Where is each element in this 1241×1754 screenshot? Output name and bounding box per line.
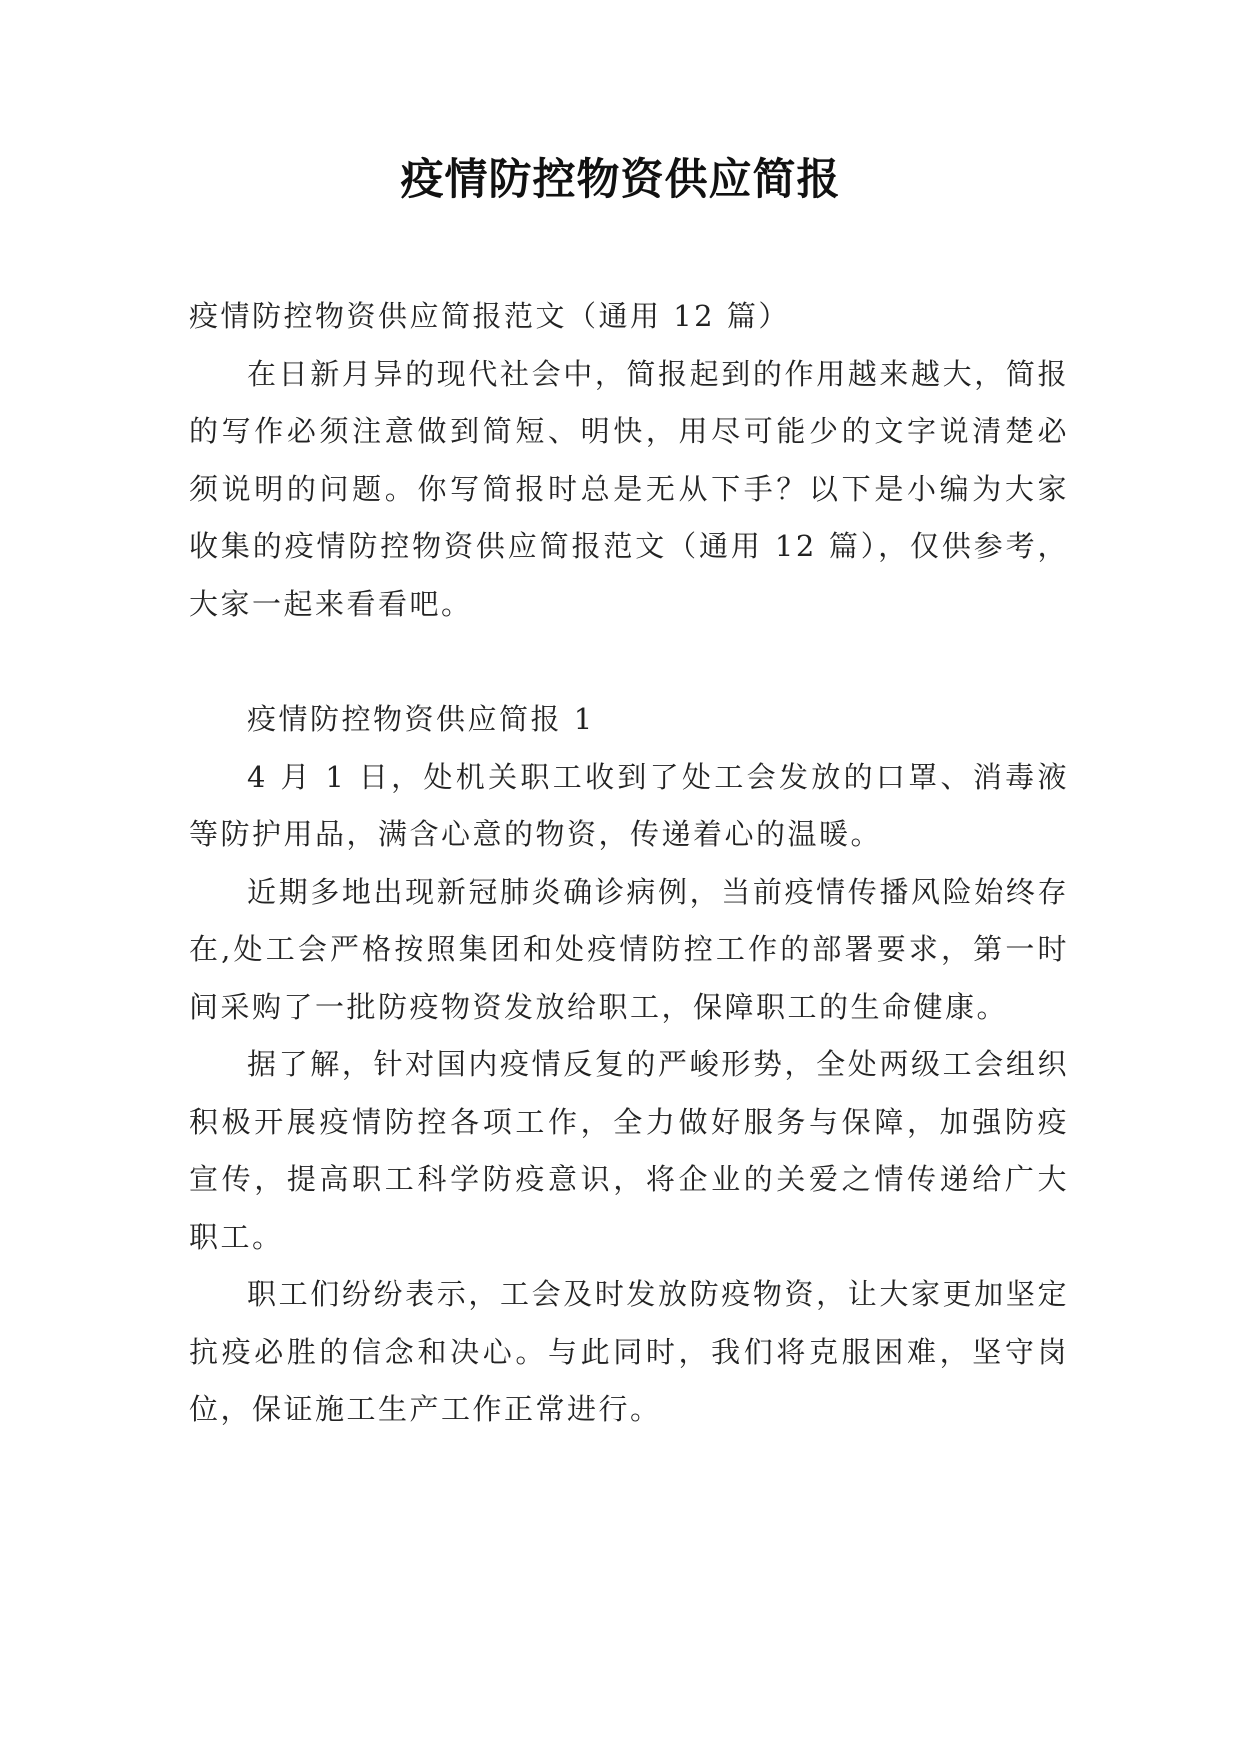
section-heading: 疫情防控物资供应简报 1 (247, 702, 595, 736)
body-paragraph-3: 据了解，针对国内疫情反复的严峻形势，全处两级工会组织积极开展疫情防控各项工作，全力做好服务与保障，加强防疫宣传，提高职工科学防疫意识，将企业的关爱之情传递给广大职工。 (189, 1047, 1069, 1254)
body-paragraph-4: 职工们纷纷表示，工会及时发放防疫物资，让大家更加坚定抗疫必胜的信念和决心。与此同时，我们将克服困难，坚守岗位，保证施工生产工作正常进行。 (189, 1277, 1069, 1426)
body-paragraph-2: 近期多地出现新冠肺炎确诊病例，当前疫情传播风险始终存在,处工会严格按照集团和处疫情防控工作的部署要求，第一时间采购了一批防疫物资发放给职工，保障职工的生命健康。 (189, 874, 1069, 1024)
intro-paragraph: 在日新月异的现代社会中，简报起到的作用越来越大，简报的写作必须注意做到简短、明快，用尽可能少的文字说清楚必须说明的问题。你写简报时总是无从下手？以下是小编为大家收集的疫情防控物资供应简报范文（通用 12 篇），仅供参考，大家一起来看看吧。 (189, 356, 1069, 621)
document-body (189, 288, 1069, 1439)
document-title: 疫情防控物资供应简报 (400, 155, 841, 205)
body-paragraph-1: 4 月 1 日，处机关职工收到了处工会发放的口罩、消毒液等防护用品，满含心意的物资，传递着心的温暖。 (189, 759, 1069, 851)
document-subtitle: 疫情防控物资供应简报范文（通用 12 篇） (189, 299, 790, 333)
